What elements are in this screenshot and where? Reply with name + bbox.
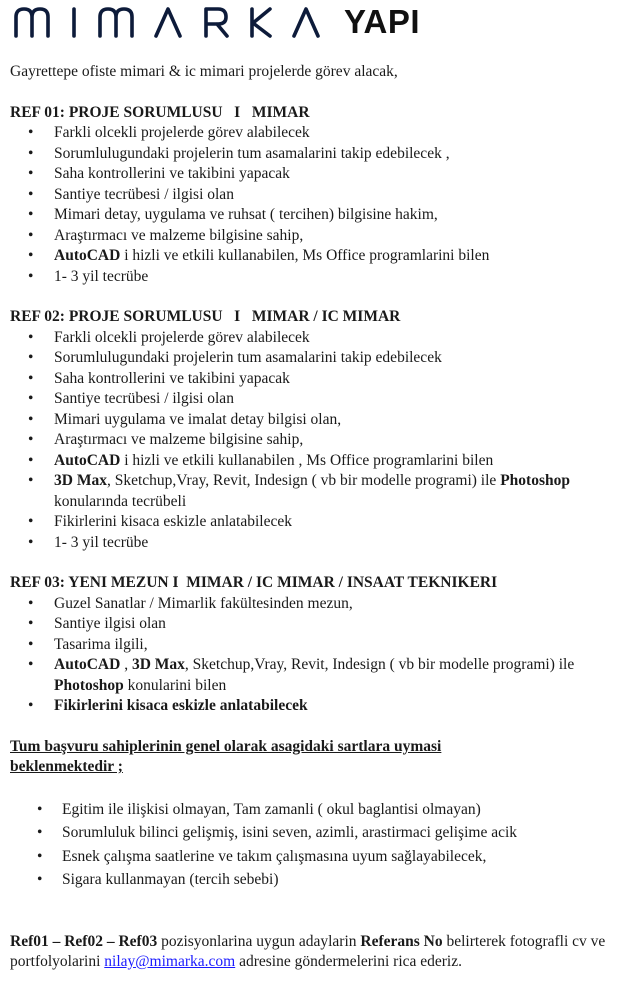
mimarka-logo-icon — [12, 5, 328, 39]
list-item: • 1- 3 yil tecrübe — [10, 267, 616, 288]
software-name: Photoshop — [54, 676, 124, 694]
list-item: • Mimari detay, uygulama ve ruhsat ( tercihen) bilgisine hakim, — [10, 205, 616, 226]
ref-02-title: REF 02: PROJE SORUMLUSU I MIMAR / IC MIMAR — [10, 308, 401, 325]
software-name: AutoCAD — [54, 247, 121, 264]
list-item — [10, 655, 616, 696]
list-item — [10, 451, 616, 472]
software-name: Photoshop — [500, 472, 570, 489]
ref-codes: Ref01 – Ref02 – Ref03 — [10, 932, 158, 950]
list-item: • Mimari uygulama ve imalat detay bilgisi olan, — [10, 410, 616, 431]
reference-number-label: Referans No — [360, 932, 443, 950]
list-item: • Araştırmacı ve malzeme bilgisine sahip, — [10, 430, 616, 451]
ref-01-title: REF 01: PROJE SORUMLUSU I MIMAR — [10, 103, 310, 121]
requirements-list — [10, 798, 616, 892]
list-item-text: , — [120, 656, 132, 673]
list-item-text: , Sketchup,Vray, Revit, Indesign ( vb bir modelle programi) ile — [106, 472, 501, 489]
list-item — [10, 246, 616, 267]
list-item: • Guzel Sanatlar / Mimarlik fakültesinden mezun, — [10, 594, 616, 615]
list-item: • Fikirlerini kisaca eskizle anlatabilecek — [10, 512, 616, 533]
software-name: AutoCAD — [54, 451, 121, 469]
closing-text-part: belirterek fotografli cv ve portfolyolarini — [10, 932, 606, 970]
list-item: • Farkli olcekli projelerde görev alabilecek — [10, 123, 616, 144]
list-item: • Egitim ile ilişkisi olmayan, Tam zamanli ( okul baglantisi olmayan) — [10, 798, 616, 822]
logo-yapi-text: YAPI — [344, 3, 420, 40]
list-item — [10, 696, 616, 717]
list-item: • Santiye ilgisi olan — [10, 614, 616, 635]
list-item: • Santiye tecrübesi / ilgisi olan — [10, 389, 616, 410]
list-item-text: i hizli ve etkili kullanabilen , Ms Office programlarini bilen — [120, 451, 494, 469]
ref-01-list — [10, 123, 616, 287]
email-link[interactable]: nilay@mimarka.com — [104, 953, 236, 970]
company-logo — [12, 2, 420, 42]
list-item-bold-text: Fikirlerini kisaca eskizle anlatabilecek — [54, 697, 308, 714]
ref-03-list — [10, 594, 616, 717]
list-item: • 1- 3 yil tecrübe — [10, 533, 616, 554]
list-item: • Santiye tecrübesi / ilgisi olan — [10, 185, 616, 206]
requirements-title: Tum başvuru sahiplerinin genel olarak asagidaki sartlara uymasi beklenmektedir ; — [10, 737, 442, 775]
list-item: • Sigara kullanmayan (tercih sebebi) — [10, 868, 616, 892]
list-item: • Sorumlulugundaki projelerin tum asamalarini takip edebilecek , — [10, 144, 616, 165]
list-item-text: i hizli ve etkili kullanabilen, Ms Office programlarini bilen — [120, 247, 490, 264]
list-item-text: konularini bilen — [123, 676, 227, 694]
list-item: • Farkli olcekli projelerde görev alabilecek — [10, 328, 616, 349]
intro-text: Gayrettepe ofiste mimari & ic mimari projelerde görev alacak, — [10, 63, 398, 80]
closing-text-part: pozisyonlarina uygun adaylarin — [157, 932, 361, 950]
list-item: • Sorumlulugundaki projelerin tum asamalarini takip edebilecek — [10, 348, 616, 369]
list-item: • Saha kontrollerini ve takibini yapacak — [10, 164, 616, 185]
list-item: • Esnek çalışma saatlerine ve takım çalışmasına uyum sağlayabilecek, — [10, 845, 616, 869]
job-posting — [10, 62, 616, 973]
list-item: • Tasarima ilgili, — [10, 635, 616, 656]
ref-02-list — [10, 328, 616, 554]
list-item: • Araştırmacı ve malzeme bilgisine sahip, — [10, 226, 616, 247]
closing-text-part: adresine göndermelerini rica ederiz. — [235, 953, 462, 970]
list-item-text: , Sketchup,Vray, Revit, Indesign ( vb bir modelle programi) ile — [184, 656, 575, 673]
list-item: • Saha kontrollerini ve takibini yapacak — [10, 369, 616, 390]
list-item: • Sorumluluk bilinci gelişmiş, isini seven, azimli, arastirmaci gelişime acik — [10, 821, 616, 845]
software-name: 3D Max — [131, 656, 185, 673]
software-name: 3D Max — [54, 472, 107, 489]
list-item — [10, 471, 616, 512]
list-item-text: konularında tecrübeli — [54, 492, 187, 510]
closing-text — [10, 932, 616, 973]
software-name: AutoCAD — [54, 656, 121, 673]
ref-03-title: REF 03: YENI MEZUN I MIMAR / IC MIMAR / INSAAT TEKNIKERI — [10, 574, 498, 591]
